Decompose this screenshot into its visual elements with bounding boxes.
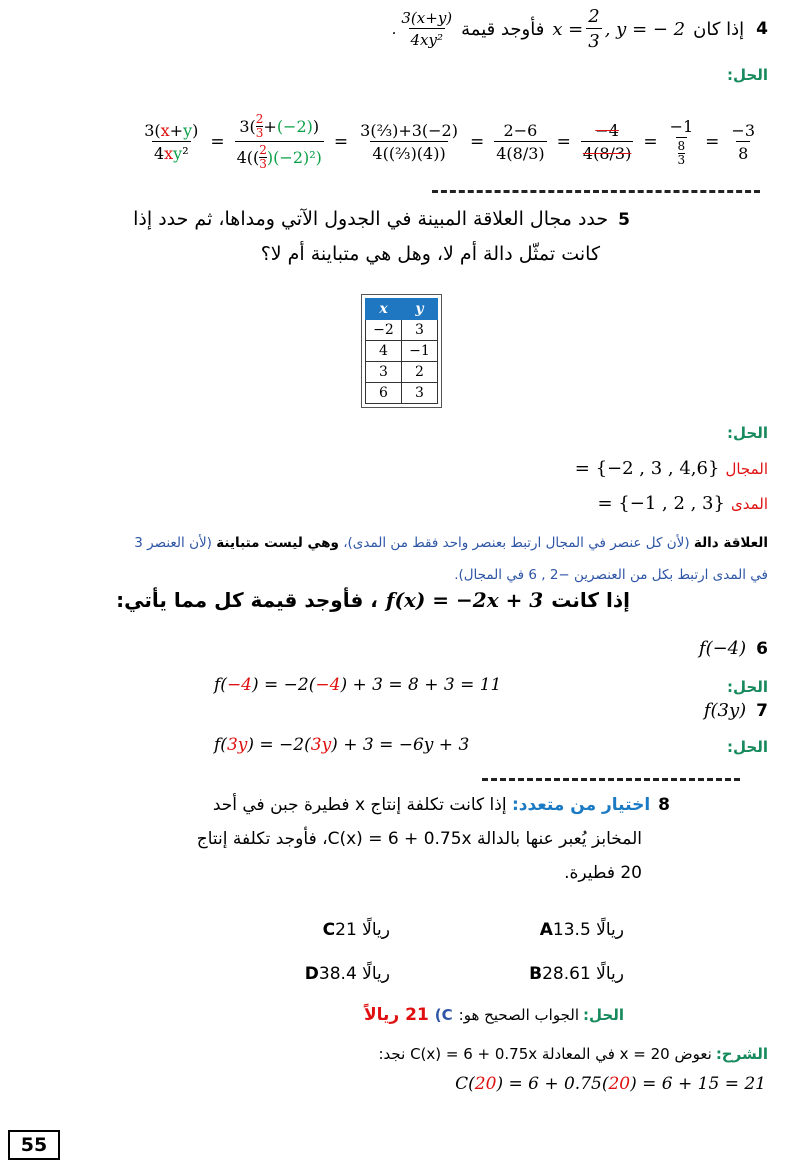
- q4-number: 4: [756, 19, 768, 39]
- q5-conclusion-note3: في المدى ارتبط بكل من العنصرين −2 , 6 في المجال).: [454, 567, 768, 583]
- q5-table-header-y: y: [402, 299, 438, 320]
- table-cell: 6: [366, 383, 402, 404]
- q8-statement: [110, 788, 670, 890]
- q4-cond-frac: [586, 6, 601, 52]
- table-row: [366, 341, 438, 362]
- q8-solution: [364, 1005, 624, 1025]
- q5-conclusion-note1: (لأن كل عنصر في المجال ارتبط بعنصر واحد فقط من المدى)،: [343, 535, 690, 551]
- q5-table: [361, 294, 442, 408]
- q5-statement: [30, 202, 630, 271]
- q5-domain-label: المجال: [725, 459, 768, 478]
- table-cell: 3: [402, 383, 438, 404]
- q4-solution-label: الحل:: [727, 66, 768, 84]
- q8-option-b-letter: B: [529, 964, 543, 984]
- q8-line1: إذا كانت تكلفة إنتاج x فطيرة جبن في أحد: [212, 795, 507, 815]
- q6-work: f(−4) = −2(−4) + 3 = 8 + 3 = 11: [214, 675, 502, 695]
- q6-number: 6: [756, 638, 768, 659]
- q4-step-reduced: $\frac{-1}{\frac{8}{3}}$: [669, 117, 694, 167]
- q8-solution-text: الجواب الصحيح هو:: [458, 1006, 580, 1024]
- q4-cond-x: x =: [552, 18, 584, 40]
- q8-option-c-letter: C: [322, 920, 336, 940]
- table-cell: 2: [402, 362, 438, 383]
- q4-step-expand: $\frac{\text{3(⅔)+3(−2)}}{\text{4((⅔)(4))}}$: [360, 121, 458, 163]
- q4-statement: [392, 6, 768, 52]
- divider-1: [432, 190, 760, 193]
- q4-text-if: إذا كان: [693, 18, 745, 40]
- q4-cond-y: , y = − 2: [604, 18, 686, 40]
- q8-explain: [379, 1045, 769, 1063]
- q8-number: 8: [658, 795, 670, 815]
- divider-2: [482, 778, 740, 781]
- q8-solution-label: الحل:: [583, 1006, 624, 1024]
- table-row: [366, 383, 438, 404]
- given-function-expr: f(x) = −2x + 3: [385, 588, 544, 612]
- q8-option-c-text: 21 ريالًا: [335, 920, 390, 940]
- q8-solution-value: 21 ريالاً: [363, 1005, 429, 1025]
- given-text-rest: ، فأوجد قيمة كل مما يأتي:: [116, 588, 378, 612]
- q8-option-b-text: 28.61 ريالًا: [542, 964, 624, 984]
- q4-frac-n: 2: [588, 6, 600, 27]
- q7-prompt: [704, 700, 768, 721]
- q8-option-a[interactable]: [532, 920, 624, 940]
- q5-range: [597, 493, 768, 514]
- q4-dot: .: [391, 20, 397, 38]
- q8-option-c[interactable]: [315, 920, 390, 940]
- table-row: [366, 320, 438, 341]
- q8-solution-letter: C): [434, 1006, 453, 1024]
- q5-range-label: المدى: [730, 494, 768, 513]
- q6-prompt: [699, 638, 768, 659]
- q4-text-find: فأوجد قيمة: [461, 18, 545, 40]
- q5-conclusion-note2: (لأن العنصر 3: [134, 535, 212, 551]
- q8-line3: 20 فطيرة.: [564, 863, 642, 883]
- table-cell: −2: [366, 320, 402, 341]
- q5-number: 5: [618, 210, 630, 230]
- q8-option-b[interactable]: [521, 964, 624, 984]
- table-cell: 3: [402, 320, 438, 341]
- q4-step-cancel: $\frac{-4}{4(8/3)}$: [582, 121, 632, 163]
- q8-option-d-text: 38.4 ريالًا: [318, 964, 390, 984]
- q8-work: C(20) = 6 + 0.75(20) = 6 + 15 = 21: [455, 1074, 766, 1094]
- q4-work-equation: $\frac{3(x+y)}{\text{4xy²}}$ = 3( 2 3 + (−2) ) 4(( 2 3 )(−2)²) = $\frac{\text{3(⅔)+3(−2)}}{\text{4((⅔)(4))}}$ = $\frac{2-6}{4(8/3)}$ = $\frac{-4}{4(8/3)}$ = $\frac{-1}{\frac{8}{3}}$ = $\frac{-3}{8}$: [144, 112, 755, 171]
- q8-option-d-letter: D: [304, 964, 319, 984]
- q5-table-header: [366, 299, 438, 320]
- q7-expr: f(3y): [703, 700, 747, 721]
- q5-table-header-x: x: [366, 299, 402, 320]
- q4-expr-n: 3(x+y): [401, 9, 453, 27]
- q4-condition: [552, 6, 685, 52]
- q8-option-a-text: 13.5 ريالًا: [552, 920, 624, 940]
- q4-frac-d: 3: [586, 28, 601, 52]
- q8-line2: المخابز يُعبر عنها بالدالة C(x) = 6 + 0.75x، فأوجد تكلفة إنتاج: [196, 829, 642, 849]
- table-row: [366, 362, 438, 383]
- q4-expression: [392, 9, 458, 49]
- q4-expr-d: 4xy²: [409, 28, 446, 49]
- q8-option-d[interactable]: [297, 964, 390, 984]
- q5-line2: كانت تمثّل دالة أم لا، وهل هي متباينة أم لا؟: [260, 243, 600, 265]
- q6-expr: f(−4): [698, 638, 747, 659]
- q5-solution-label: الحل:: [727, 424, 768, 442]
- q4-step-simplify: $\frac{2-6}{4(8/3)}$: [496, 121, 545, 163]
- q8-explain-label: الشرح:: [715, 1045, 768, 1063]
- q5-conclusion: [28, 527, 768, 591]
- q7-solution-label: الحل:: [727, 738, 768, 756]
- q6-solution-label: الحل:: [727, 678, 768, 696]
- table-cell: 3: [366, 362, 402, 383]
- table-cell: 4: [366, 341, 402, 362]
- q8-option-a-letter: A: [539, 920, 553, 940]
- q5-conclusion-bold1: العلاقة دالة: [693, 535, 768, 551]
- q5-range-value: = {−1 , 2 , 3}: [597, 493, 725, 514]
- given-function: [116, 588, 630, 612]
- q8-tag: اختيار من متعدد:: [511, 795, 651, 815]
- table-cell: −1: [402, 341, 438, 362]
- q5-domain: [575, 458, 768, 479]
- q7-work: f(3y) = −2(3y) + 3 = −6y + 3: [214, 735, 470, 755]
- q4-step-lhs: $\frac{3(x+y)}{\text{4xy²}}$: [144, 121, 199, 163]
- q5-conclusion-bold2: وهي ليست متباينة: [216, 535, 339, 551]
- page-number: 55: [8, 1130, 60, 1160]
- q4-step-substitute: 3( 2 3 + (−2) ) 4(( 2 3 )(−2)²): [236, 112, 322, 171]
- q8-explain-text: نعوض x = 20 في المعادلة C(x) = 6 + 0.75x نجد:: [378, 1045, 712, 1063]
- q7-number: 7: [756, 700, 768, 721]
- q5-domain-value: = {−2 , 3 , 4,6}: [574, 458, 720, 479]
- q5-line1: حدد مجال العلاقة المبينة في الجدول الآتي ومداها، ثم حدد إذا: [133, 208, 609, 230]
- q4-step-result: $\frac{-3}{8}$: [731, 121, 755, 163]
- given-text-if: إذا كانت: [551, 588, 630, 612]
